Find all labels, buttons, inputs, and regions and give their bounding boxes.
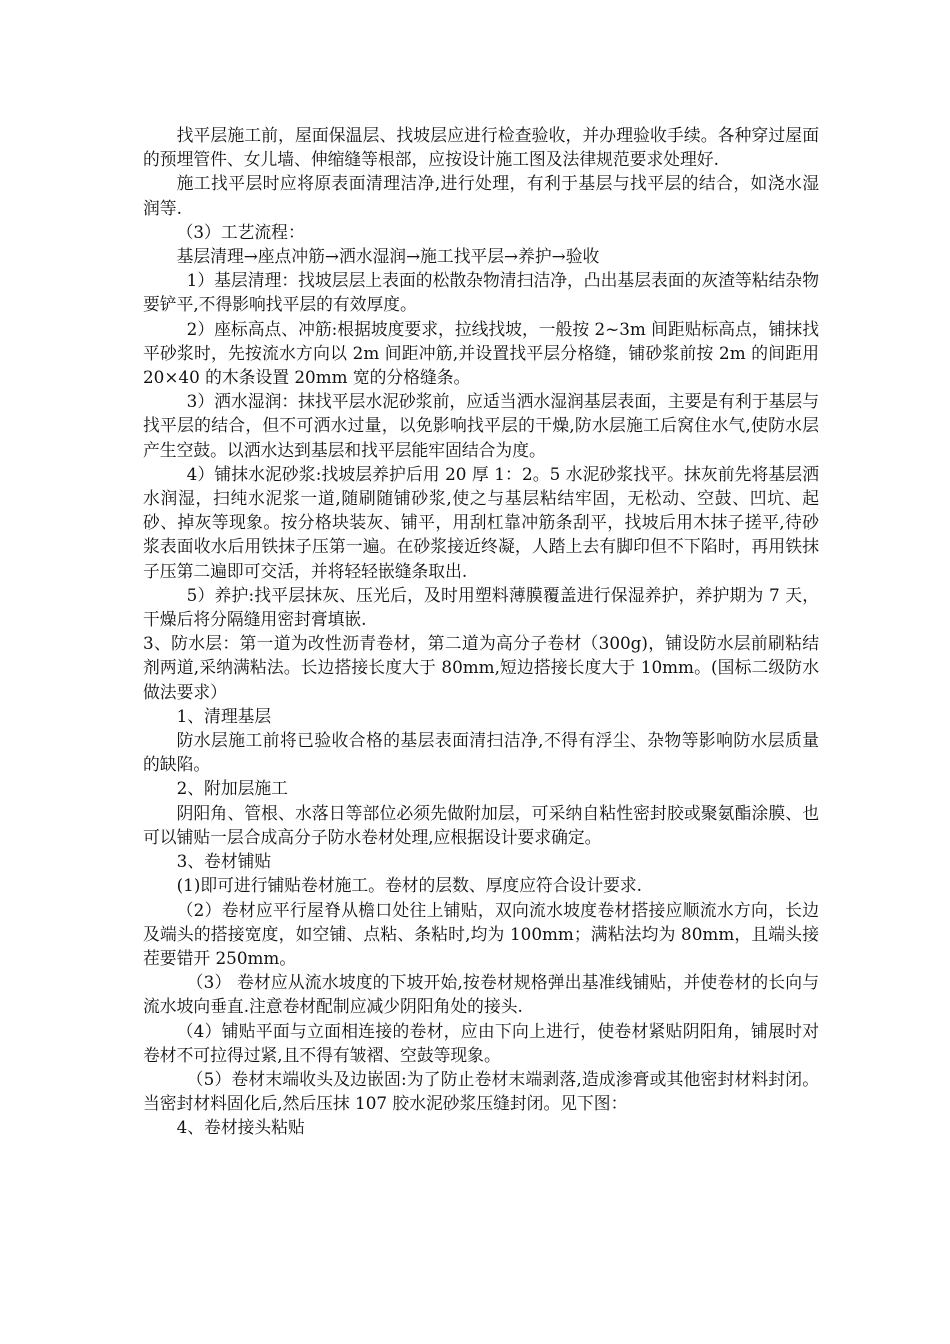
heading-waterproof-layer: 3、防水层：第一道为改性沥青卷材，第二道为高分子卷材（300g)，铺设防水层前刷粘结剂两道,采纳满粘法。长边搭接长度大于 80mm,短边搭接长度大于 10mm。(国标二级防水做法要求） <box>143 633 819 702</box>
paragraph-clean-base: 防水层施工前将已验收合格的基层表面清扫洁净,不得有浮尘、杂物等影响防水层质量的缺陷。 <box>143 730 819 775</box>
paragraph-leveling-inspection: 找平层施工前，屋面保温层、找坡层应进行检查验收，并办理验收手续。各种穿过屋面的预埋管件、女儿墙、伸缩缝等根部，应按设计施工图及法律规范要求处理好. <box>143 125 819 170</box>
paragraph-step-curing: 5）养护:找平层抹灰、压光后，及时用塑料薄膜覆盖进行保湿养护，养护期为 7 天，干燥后将分隔缝用密封膏填嵌. <box>143 584 819 630</box>
paragraph-laying-item-3: （3） 卷材应从流水坡度的下坡开始,按卷材规格弹出基准线铺贴，并使卷材的长向与流水坡向垂直.注意卷材配制应减少阴阳角处的接头. <box>143 972 819 1017</box>
paragraph-laying-item-1: (1)即可进行铺贴卷材施工。卷材的层数、厚度应符合设计要求. <box>176 875 643 896</box>
paragraph-process-steps: 基层清理→座点冲筋→洒水湿润→施工找平层→养护→验收 <box>176 246 600 267</box>
heading-joint-bonding: 4、卷材接头粘贴 <box>176 1117 305 1138</box>
paragraph-additional-layer: 阴阳角、管根、水落日等部位必须先做附加层，可采纳自粘性密封胶或聚氨酯涂膜、也可以铺贴一层合成高分子防水卷材处理,应根据设计要求确定。 <box>143 802 819 847</box>
paragraph-step-mortar: 4）铺抹水泥砂浆:找坡层养护后用 20 厚 1：2。5 水泥砂浆找平。抹灰前先将基层洒水润湿，扫纯水泥浆一道,随刷随铺砂浆,使之与基层粘结牢固，无松动、空鼓、凹坑、起砂、掉灰等现象。按分格块装灰、铺平，用刮杠靠冲筋条刮平，找坡后用木抹子搓平,待砂浆表面收水后用铁抹子压第一遍。在砂浆接近终凝，人踏上去有脚印但不下陷时，再用铁抹子压第二遍即可交活，并将轻轻嵌缝条取出. <box>143 463 819 581</box>
paragraph-step-base-cleaning: 1）基层清理：找坡层层上表面的松散杂物清扫洁净，凸出基层表面的灰渣等粘结杂物要铲平,不得影响找平层的有效厚度。 <box>143 270 819 315</box>
document-body <box>143 123 819 1140</box>
paragraph-step-wetting: 3）洒水湿润：抹找平层水泥砂浆前，应适当洒水湿润基层表面，主要是有利于基层与找平层的结合，但不可洒水过量，以免影响找平层的干燥,防水层施工后窝住水气,使防水层产生空鼓。以洒水达到基层和找平层能牢固结合为度。 <box>143 391 819 460</box>
paragraph-laying-item-4: （4）铺贴平面与立面相连接的卷材，应由下向上进行，使卷材紧贴阴阳角，铺展时对卷材不可拉得过紧,且不得有皱褶、空鼓等现象。 <box>143 1020 819 1065</box>
heading-process-flow: （3）工艺流程： <box>176 221 305 242</box>
heading-clean-base: 1、清理基层 <box>176 705 272 726</box>
heading-additional-layer: 2、附加层施工 <box>176 778 288 799</box>
paragraph-laying-item-2: （2）卷材应平行屋脊从檐口处往上铺贴，双向流水坡度卷材搭接应顺流水方向，长边及端头的搭接宽度，如空铺、点粘、条粘时,均为 100mm；满粘法均为 80mm，且端头接茬要错开 250mm。 <box>143 899 819 968</box>
paragraph-surface-cleaning: 施工找平层时应将原表面清理洁净,进行处理，有利于基层与找平层的结合，如浇水湿润等. <box>143 173 819 218</box>
heading-membrane-laying: 3、卷材铺贴 <box>176 851 272 872</box>
paragraph-step-elevation-screeding: 2）座标高点、冲筋:根据坡度要求，拉线找坡，一般按 2~3m 间距贴标高点，铺抹找平砂浆时，先按流水方向以 2m 间距冲筋,并设置找平层分格缝，铺砂浆前按 2m 的间距用 20×40 的木条设置 20mm 宽的分格缝条。 <box>143 318 819 388</box>
paragraph-laying-item-5: （5）卷材末端收头及边嵌固:为了防止卷材末端剥落,造成渗膏或其他密封材料封闭。当密封材料固化后,然后压抹 107 胶水泥砂浆压缝封闭。见下图： <box>143 1068 819 1114</box>
